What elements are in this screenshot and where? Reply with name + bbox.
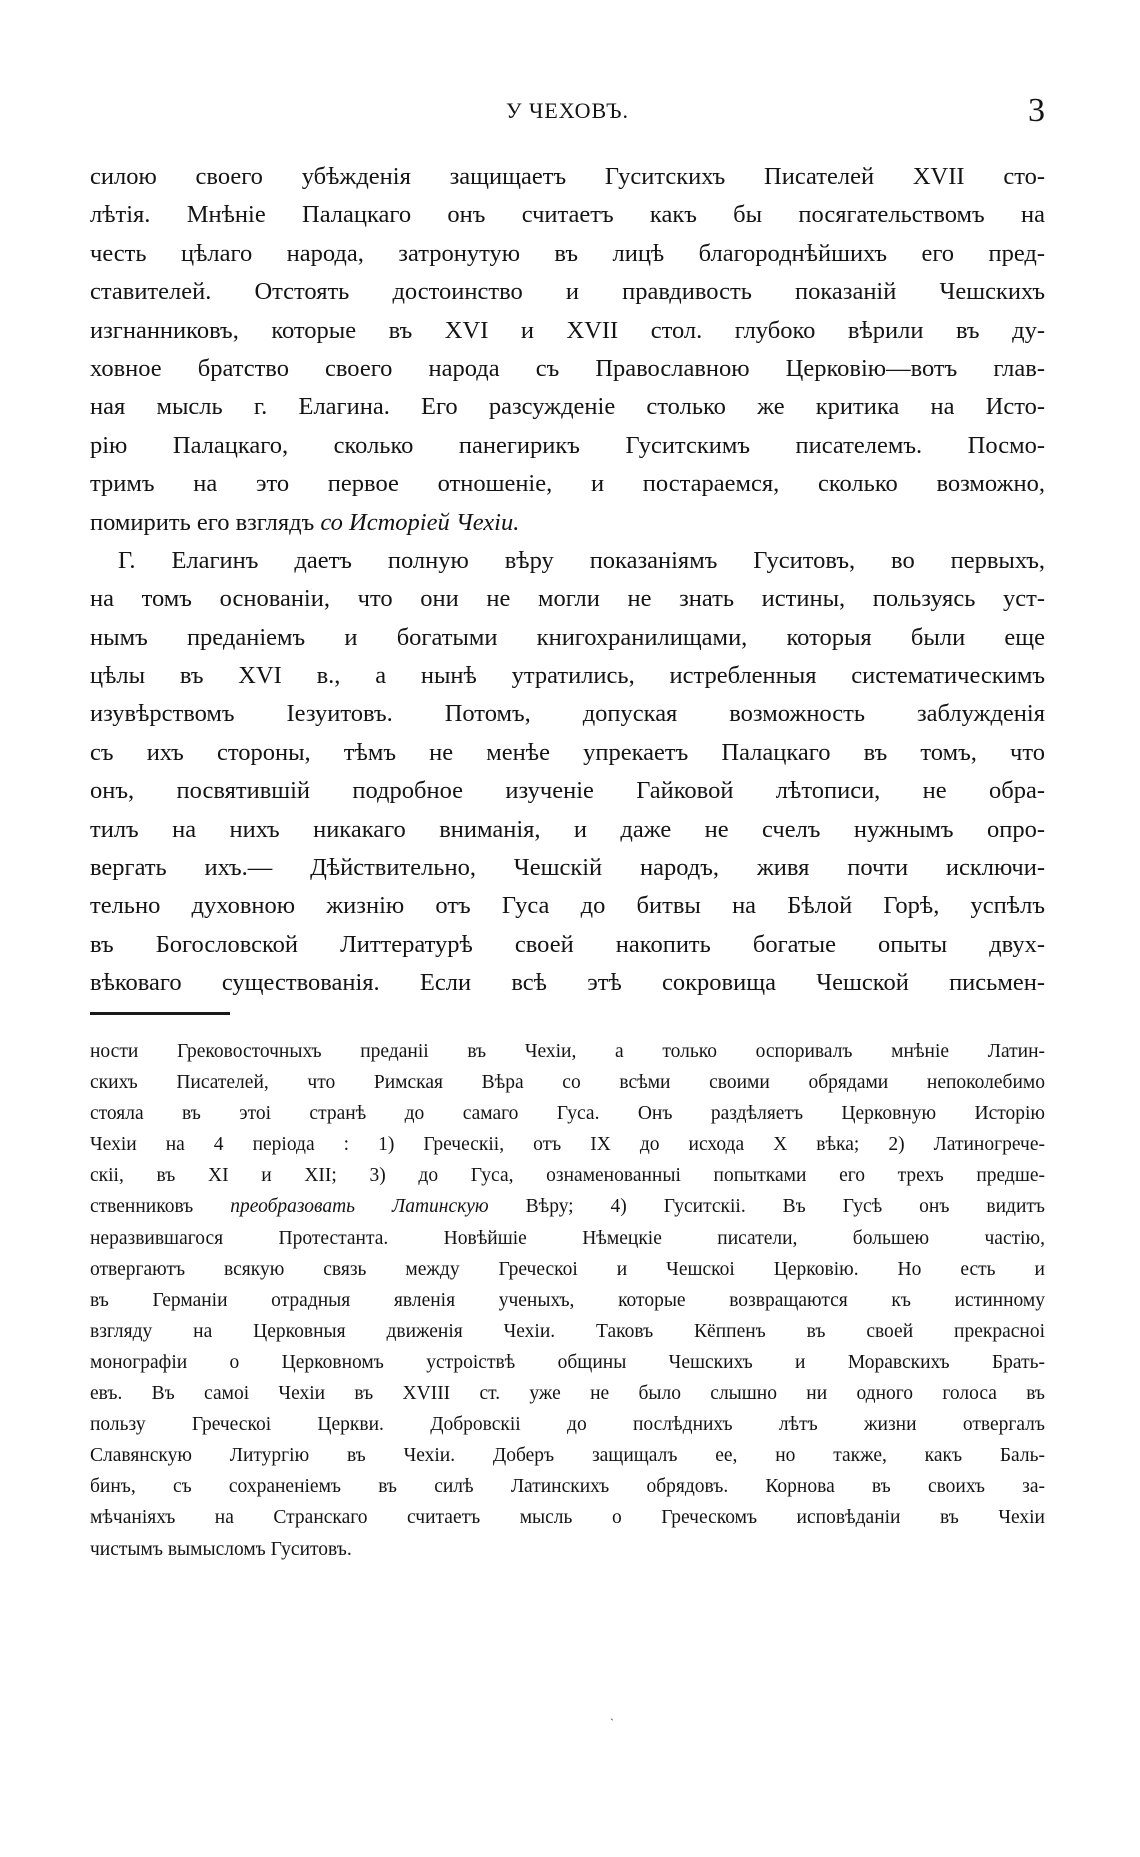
- italic-text-run: преобразовать Латинскую: [230, 1196, 489, 1218]
- main-line: на томъ основаніи, что они не могли не знать истины, пользуясь уст-: [90, 585, 1045, 613]
- main-line: цѣлы въ XVI в., а нынѣ утратились, истребленныя систематическимъ: [90, 662, 1045, 690]
- footnote-line-end: чистымъ вымысломъ Гуситовъ.: [90, 1538, 352, 1560]
- running-head: [90, 92, 1045, 138]
- main-line: честь цѣлаго народа, затронутую въ лицѣ благороднѣйшихъ его пред-: [90, 239, 1045, 267]
- main-line: ховное братство своего народа съ Православною Церковію—вотъ глав-: [90, 354, 1045, 382]
- main-line: лѣтія. Мнѣніе Палацкаго онъ считаетъ какъ бы посягательствомъ на: [90, 201, 1045, 229]
- footnote-line: скихъ Писателей, что Римская Вѣра со всѣми своими обрядами непоколебимо: [90, 1072, 1045, 1094]
- running-title: У ЧЕХОВЪ.: [505, 98, 629, 123]
- main-line-paragraph-start: Г. Елагинъ даетъ полную вѣру показаніямъ Гуситовъ, во первыхъ,: [118, 546, 1045, 574]
- text-run: помирить его взглядъ: [90, 508, 321, 536]
- italic-text-run: со Исторіей Чехіи.: [320, 508, 520, 536]
- main-line: тримъ на это первое отношеніе, и постараемся, сколько возможно,: [90, 470, 1045, 498]
- main-line: ставителей. Отстоять достоинство и правдивость показаній Чешскихъ: [90, 278, 1045, 306]
- footnote-line: Чехіи на 4 періода : 1) Греческіі, отъ IX до исхода X вѣка; 2) Латиногрече-: [90, 1134, 1045, 1156]
- main-line-paragraph-end: [90, 504, 1045, 542]
- footnote-line: отвергаютъ всякую связь между Греческоі и Чешскоі Церковію. Но есть и: [90, 1258, 1045, 1280]
- main-line: силою своего убѣжденія защищаетъ Гуситскихъ Писателей XVII сто-: [90, 163, 1045, 190]
- footnote-line: монографіи о Церковномъ устроіствѣ общины Чешскихъ и Моравскихъ Брать-: [90, 1351, 1045, 1373]
- footnote-line: пользу Греческоі Церкви. Добровскіі до послѣднихъ лѣтъ жизни отвергалъ: [90, 1414, 1045, 1436]
- text-run: ственниковъ: [90, 1196, 231, 1218]
- footnote-line: взгляду на Церковныя движенія Чехіи. Таковъ Кёппенъ въ своей прекрасноі: [90, 1320, 1045, 1342]
- main-line: изгнанниковъ, которые въ XVI и XVII стол. глубоко вѣрили въ ду-: [90, 316, 1045, 344]
- main-line: тилъ на нихъ никакаго вниманія, и даже не счелъ нужнымъ опро-: [90, 815, 1045, 843]
- footnote-line: [90, 1191, 1045, 1222]
- footnote-line: стояла въ этоі странѣ до самаго Гуса. Онъ раздѣляетъ Церковную Исторію: [90, 1103, 1045, 1125]
- footnote-rule: [90, 1012, 230, 1015]
- main-line: въ Богословской Литтературѣ своей накопить богатые опыты двух-: [90, 930, 1045, 958]
- page-number: 3: [1028, 92, 1045, 129]
- main-text: [90, 158, 1045, 1003]
- footnote-block: [90, 1036, 1045, 1565]
- footnote-line: евъ. Въ самоі Чехіи въ XVIII ст. уже не было слышно ни одного голоса въ: [90, 1383, 1045, 1405]
- footnote-line: бинъ, съ сохраненіемъ въ силѣ Латинскихъ обрядовъ. Корнова въ своихъ за-: [90, 1476, 1045, 1498]
- ink-speck: ˎ: [610, 1707, 614, 1721]
- footnote-line: мѣчаніяхъ на Странскаго считаетъ мысль о Греческомъ исповѣданіи въ Чехіи: [90, 1507, 1045, 1529]
- main-line: изувѣрствомъ Іезуитовъ. Потомъ, допуская возможность заблужденія: [90, 700, 1045, 728]
- main-line: тельно духовною жизнію отъ Гуса до битвы на Бѣлой Горѣ, успѣлъ: [90, 892, 1045, 920]
- footnote-line: скіі, въ XI и XII; 3) до Гуса, ознаменованныі попытками его трехъ предше-: [90, 1165, 1045, 1187]
- main-line: вѣковаго существованія. Если всѣ этѣ сокровища Чешской письмен-: [90, 969, 1045, 997]
- main-line: вергать ихъ.— Дѣйствительно, Чешскій народъ, живя почти исключи-: [90, 854, 1045, 882]
- footnote-line: Славянскую Литургію въ Чехіи. Доберъ защищалъ ее, но также, какъ Баль-: [90, 1445, 1045, 1467]
- main-line: онъ, посвятившій подробное изученіе Гайковой лѣтописи, не обра-: [90, 777, 1045, 805]
- main-line: нымъ преданіемъ и богатыми книгохранилищами, которыя были еще: [90, 623, 1045, 651]
- footnote-line: неразвившагося Протестанта. Новѣйшіе Нѣмецкіе писатели, большею частію,: [90, 1227, 1045, 1249]
- footnote-line: ности Грековосточныхъ преданіі въ Чехіи, а только оспоривалъ мнѣніе Латин-: [90, 1041, 1045, 1062]
- text-run: Вѣру; 4) Гуситскіі. Въ Гусѣ онъ видитъ: [488, 1196, 1045, 1218]
- footnote-line: въ Германіи отрадныя явленія ученыхъ, которые возвращаются къ истинному: [90, 1289, 1045, 1311]
- main-line: съ ихъ стороны, тѣмъ не менѣе упрекаетъ Палацкаго въ томъ, что: [90, 738, 1045, 766]
- main-line: ная мысль г. Елагина. Его разсужденіе столько же критика на Исто-: [90, 393, 1045, 421]
- main-line: рію Палацкаго, сколько панегирикъ Гуситскимъ писателемъ. Посмо-: [90, 431, 1045, 459]
